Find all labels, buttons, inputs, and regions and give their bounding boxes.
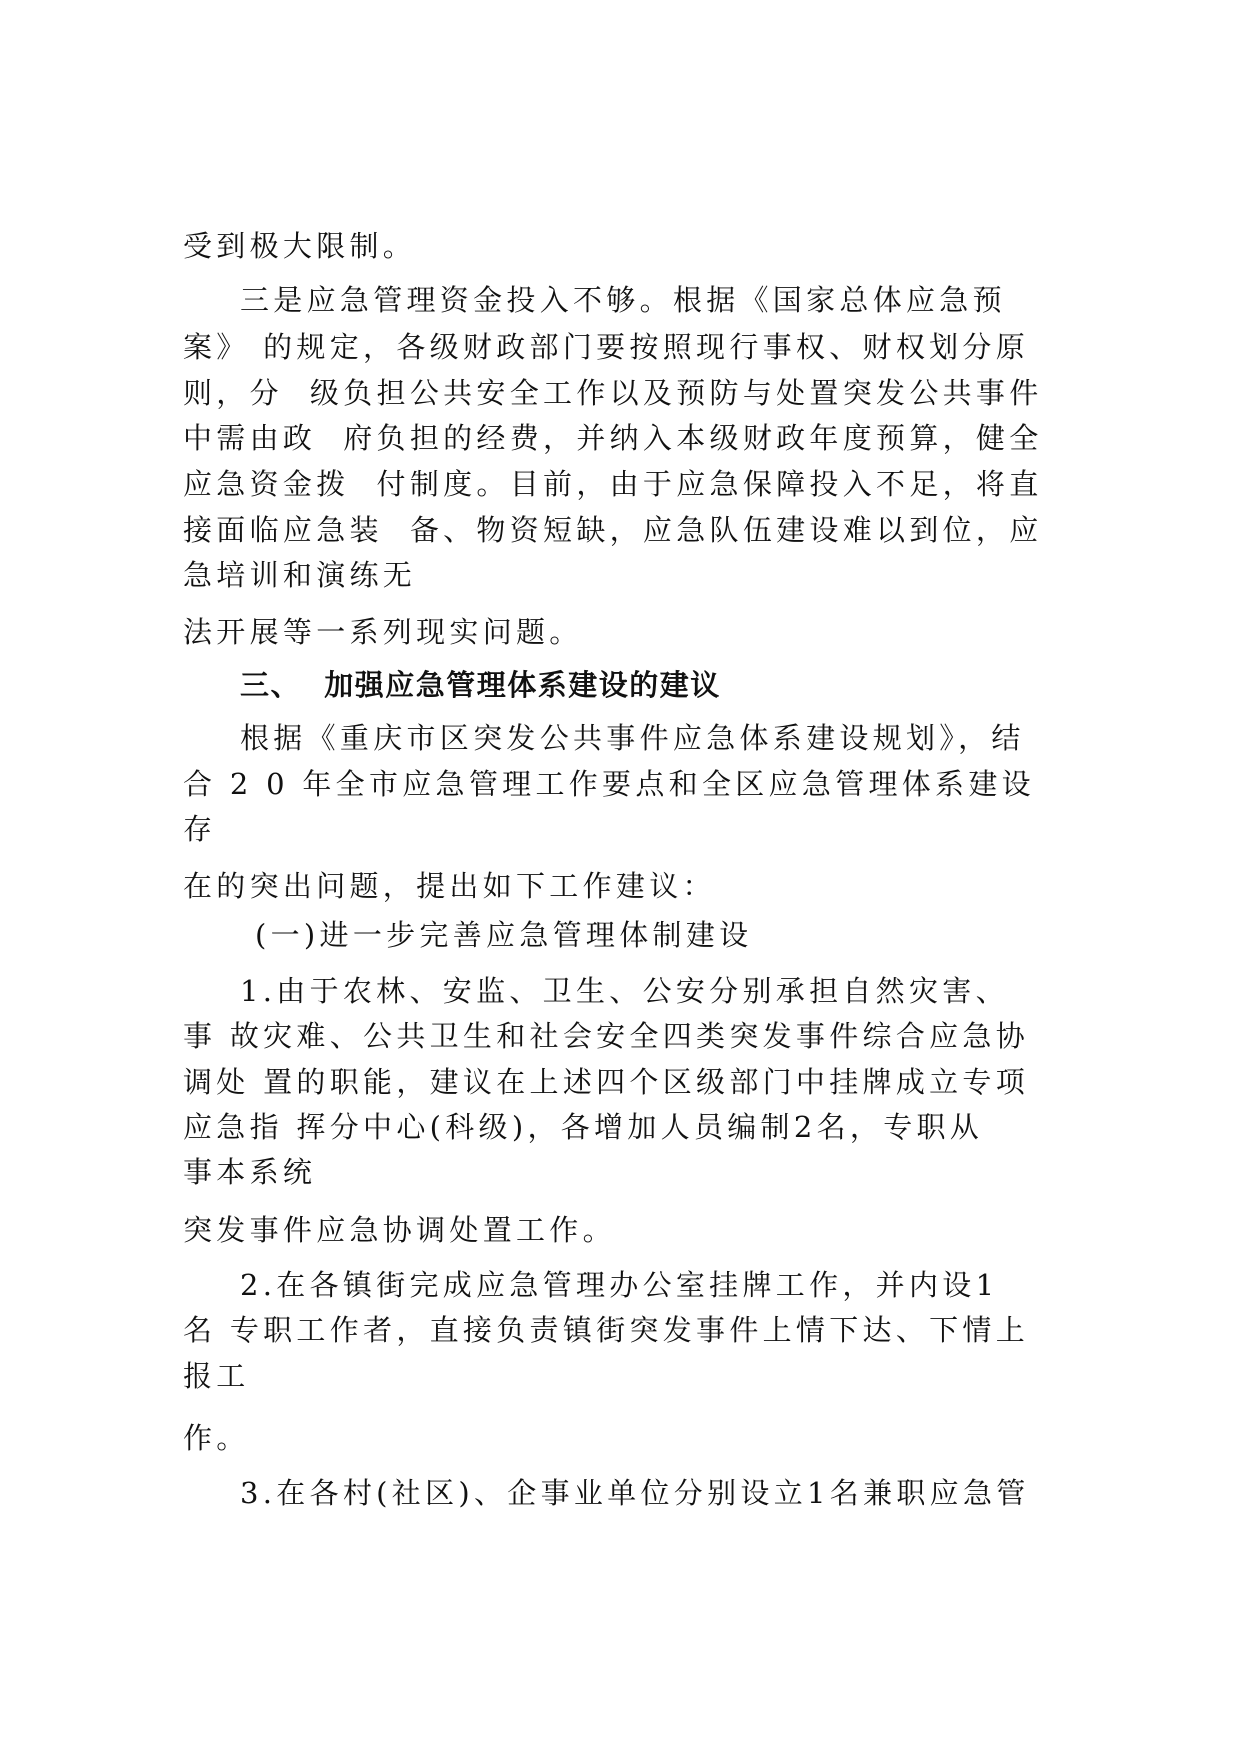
text-line: 2.在各镇街完成应急管理办公室挂牌工作，并内设1 (240, 1268, 999, 1302)
text-line: 1.由于农林、安监、卫生、公安分别承担自然灾害、 (240, 974, 1009, 1008)
text-line: 合 2 0 年全市应急管理工作要点和全区应急管理体系建设 (183, 767, 1035, 801)
text-line: 根据《重庆市区突发公共事件应急体系建设规划》，结 (240, 721, 1025, 755)
section-heading: 三、 加强应急管理体系建设的建议 (240, 668, 721, 702)
text-line: 接面临应急装 备、物资短缺，应急队伍建设难以到位，应 (183, 513, 1043, 547)
text-line: 中需由政 府负担的经费，并纳入本级财政年度预算，健全 (183, 421, 1043, 455)
text-line: 报工 (183, 1359, 250, 1393)
text-line: 名 专职工作者，直接负责镇街突发事件上情下达、下情上 (183, 1313, 1030, 1347)
text-line: 急培训和演练无 (183, 558, 417, 592)
text-line: 法开展等一系列现实问题。 (183, 615, 583, 649)
text-line: 应急资金拨 付制度。目前，由于应急保障投入不足，将直 (183, 467, 1043, 501)
text-line: 3.在各村(社区)、企事业单位分别设立1名兼职应急管 (240, 1476, 1030, 1510)
text-line: 案》 的规定，各级财政部门要按照现行事权、财权划分原 (183, 330, 1030, 364)
text-line: 事 故灾难、公共卫生和社会安全四类突发事件综合应急协 (183, 1019, 1030, 1053)
text-line: 受到极大限制。 (183, 229, 417, 263)
text-line: 三是应急管理资金投入不够。根据《国家总体应急预 (240, 283, 1006, 317)
text-line: 突发事件应急协调处置工作。 (183, 1213, 616, 1247)
text-line: 事本系统 (183, 1155, 317, 1189)
text-line: 应急指 挥分中心(科级)，各增加人员编制2名，专职从 (183, 1110, 984, 1144)
text-line: 在的突出问题，提出如下工作建议： (183, 869, 716, 903)
text-line: 则，分 级负担公共安全工作以及预防与处置突发公共事件 (183, 376, 1043, 410)
subsection-heading: (一)进一步完善应急管理体制建设 (255, 918, 753, 952)
text-line: 存 (183, 812, 217, 846)
text-line: 作。 (183, 1421, 250, 1455)
text-line: 调处 置的职能，建议在上述四个区级部门中挂牌成立专项 (183, 1065, 1030, 1099)
